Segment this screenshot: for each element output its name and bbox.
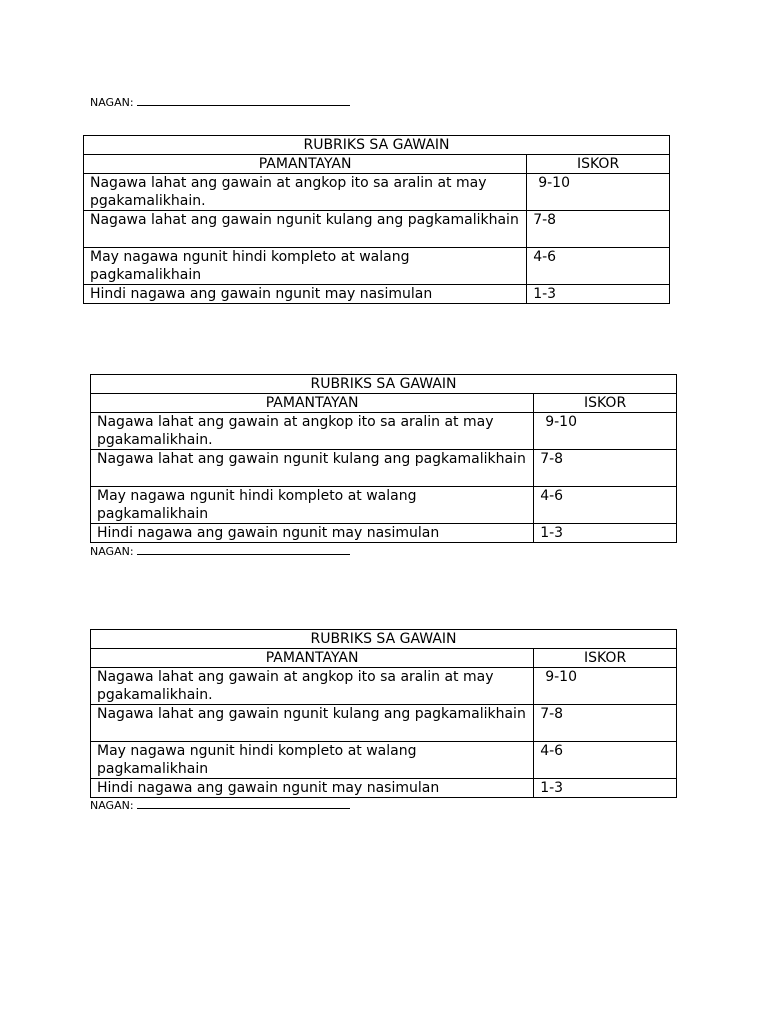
score-header: ISKOR: [534, 649, 677, 668]
score-cell: 4-6: [527, 248, 670, 285]
criteria-cell: Hindi nagawa ang gawain ngunit may nasimulan: [91, 524, 534, 543]
table-row: [91, 524, 677, 543]
rubric-table-3: [90, 629, 677, 798]
score-cell: 1-3: [527, 285, 670, 304]
table-row: [91, 779, 677, 798]
table-row: [91, 742, 677, 779]
score-cell: 4-6: [534, 742, 677, 779]
criteria-cell: Nagawa lahat ang gawain at angkop ito sa aralin at may pgakamalikhain.: [91, 413, 534, 450]
name-label: NAGAN:: [90, 545, 134, 558]
score-cell: 1-3: [534, 779, 677, 798]
criteria-cell: Nagawa lahat ang gawain ngunit kulang ang pagkamalikhain: [84, 211, 527, 248]
name-label: NAGAN:: [90, 96, 134, 109]
rubric-title: RUBRIKS SA GAWAIN: [91, 630, 677, 649]
name-blank-line[interactable]: [137, 798, 350, 809]
table-row: [91, 487, 677, 524]
name-field-3[interactable]: [90, 798, 350, 813]
score-cell: 7-8: [527, 211, 670, 248]
table-row: [84, 248, 670, 285]
name-blank-line[interactable]: [137, 95, 350, 106]
criteria-cell: Nagawa lahat ang gawain ngunit kulang ang pagkamalikhain: [91, 450, 534, 487]
rubric-title: RUBRIKS SA GAWAIN: [84, 136, 670, 155]
criteria-cell: Hindi nagawa ang gawain ngunit may nasimulan: [91, 779, 534, 798]
score-cell: 7-8: [534, 705, 677, 742]
criteria-cell: Nagawa lahat ang gawain at angkop ito sa aralin at may pgakamalikhain.: [84, 174, 527, 211]
name-blank-line[interactable]: [137, 544, 350, 555]
name-field-2[interactable]: [90, 544, 350, 559]
rubric-table-1: [83, 135, 670, 304]
criteria-header: PAMANTAYAN: [91, 394, 534, 413]
table-row: [91, 450, 677, 487]
criteria-cell: Nagawa lahat ang gawain ngunit kulang ang pagkamalikhain: [91, 705, 534, 742]
rubric-table-2: [90, 374, 677, 543]
table-row: [91, 413, 677, 450]
name-label: NAGAN:: [90, 799, 134, 812]
criteria-header: PAMANTAYAN: [84, 155, 527, 174]
criteria-cell: May nagawa ngunit hindi kompleto at walang pagkamalikhain: [84, 248, 527, 285]
score-cell: 9-10: [534, 668, 677, 705]
score-cell: 9-10: [534, 413, 677, 450]
table-row: [91, 705, 677, 742]
name-field-1[interactable]: [90, 95, 350, 110]
criteria-cell: May nagawa ngunit hindi kompleto at walang pagkamalikhain: [91, 487, 534, 524]
rubric-title: RUBRIKS SA GAWAIN: [91, 375, 677, 394]
score-cell: 4-6: [534, 487, 677, 524]
criteria-cell: Nagawa lahat ang gawain at angkop ito sa aralin at may pgakamalikhain.: [91, 668, 534, 705]
criteria-cell: Hindi nagawa ang gawain ngunit may nasimulan: [84, 285, 527, 304]
table-row: [84, 211, 670, 248]
score-cell: 9-10: [527, 174, 670, 211]
table-row: [84, 285, 670, 304]
score-header: ISKOR: [534, 394, 677, 413]
table-row: [91, 668, 677, 705]
criteria-header: PAMANTAYAN: [91, 649, 534, 668]
score-header: ISKOR: [527, 155, 670, 174]
criteria-cell: May nagawa ngunit hindi kompleto at walang pagkamalikhain: [91, 742, 534, 779]
score-cell: 1-3: [534, 524, 677, 543]
score-cell: 7-8: [534, 450, 677, 487]
table-row: [84, 174, 670, 211]
